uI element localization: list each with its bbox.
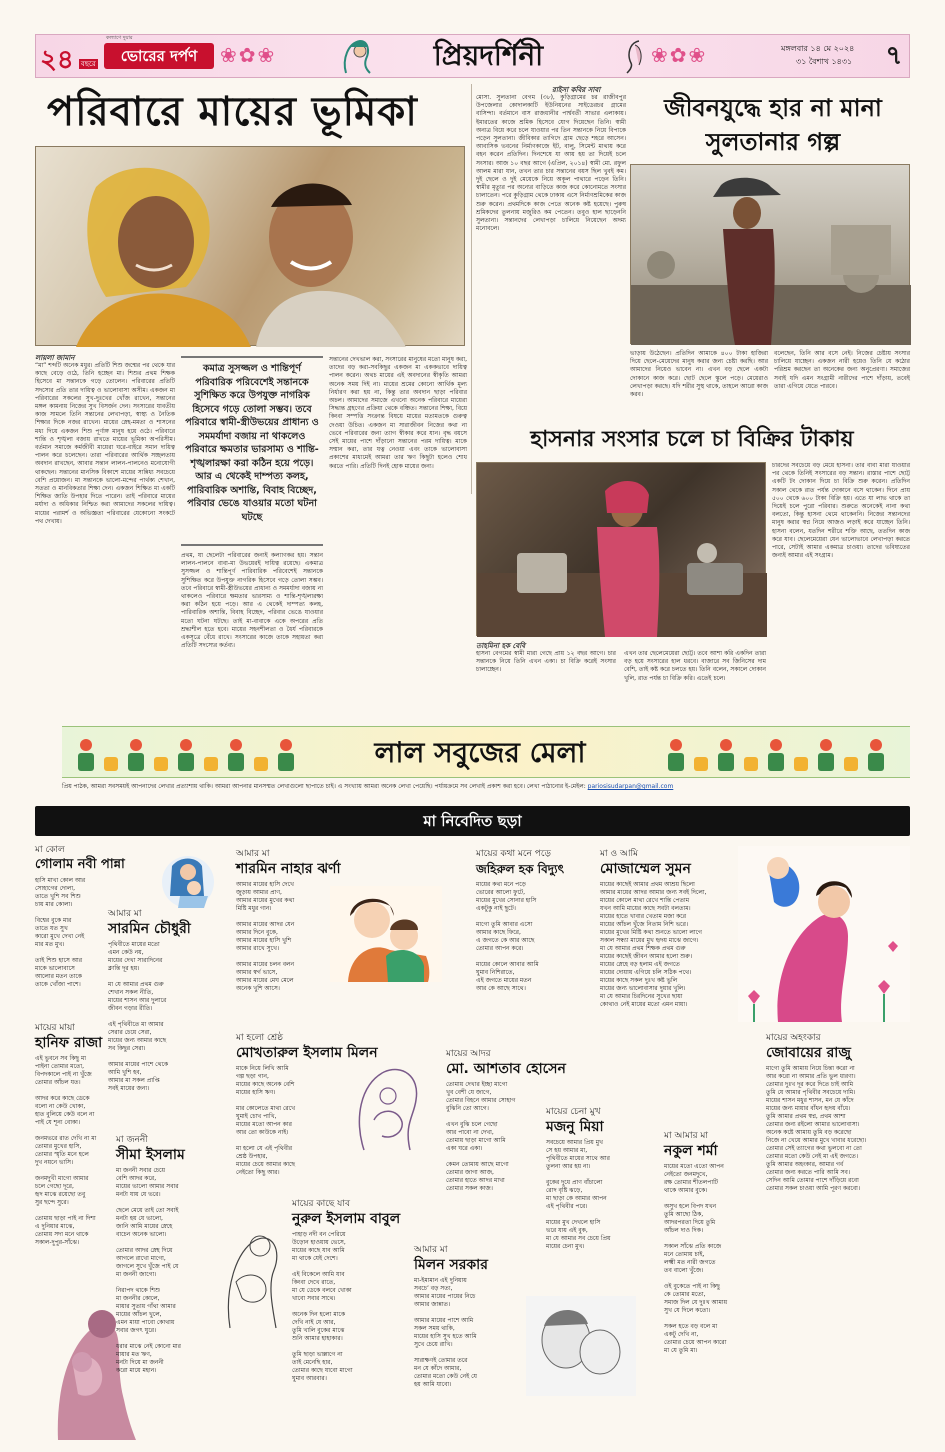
poem-card [414,1242,534,1442]
article-column-1: এখন তার ছেলেমেয়েরা ছোট্ট। তবে আশা করি একদিন তারা বড় হয়ে সংসারের হাল ধরবে। বাজারে সব জিনিসের দাম বেশি, তাই কষ্ট করে চলতে হয়। তিনি বলেন, সকালে দোকান খুলি, রাত পর্যন্ত চা বিক্রি করি। এতেই চলে। [624,650,766,682]
poem-card [766,1030,910,1444]
poem-title: আমার মা [236,849,270,859]
headline: পরিবারে মায়ের ভূমিকা [47,88,418,135]
flower-ornament-left: ❀✿❀ [220,43,277,67]
pull-quote: কমাত্র সুসজ্জল ও শান্তিপূর্ণ পরিবারিক পরিবেশেই সন্তানকে সুশিক্ষিত করে উপযুক্ত নাগরিক হিসেবে গড়ে তোলা সম্ভব। তবে পরিবারে স্বামী-স্ত্রীউভয়ের প্রাধান্য ও সমমর্যাদা বজায় না থাকলেও পরিবারে ক্ষমতার ভারসাম্য ও শান্তি-শৃঙ্খলারক্ষা করা কঠিন হয়ে পড়ে। আর এ থেকেই দাম্পত্য কলহ, পারিবারিক অশান্তি, বিবাহ বিচ্ছেদ, পরিবার ভেঙে যাওয়ার মতো ঘটনা ঘটছে [181,356,323,546]
poem-body: সবচেয়ে আমার প্রিয় মুখ সে হয় আমার মা, পৃথিবীতে মায়ের সাথে আর তুলনা আর হয় না। বুকের দুধে প্রাণ বাঁচালো রোদ বৃষ্টি ঝড়ে, মা ছাড়া কে আমার আপন এই পৃথিবীর পরে। মায়ের মুখ দেখলে হাসি ভরে যায় এই বুক, মা যে আমার সব চেয়ে প্রিয় মায়ের চেনা মুখ। [546,1139,611,1250]
paper-tagline: কল্যাণে দুয়ার [106,35,133,41]
poem-author: মো. আশতাব হোসেন [446,1061,566,1077]
poem-author: সারমিন চৌধুরী [108,921,191,937]
masthead [35,34,910,78]
poem-title: মা ও আমি [600,849,639,859]
poem-title: মা আমার মা [664,1131,708,1141]
poem-author: নুরুল ইসলাম বাবুল [292,1211,401,1227]
page-number: ৭ [885,41,903,71]
headline-line-2: সুলতানার গল্প [705,127,841,156]
submission-notice [62,782,910,792]
poem-author: মোজাম্মেল সুমন [600,861,691,877]
sultana-photo [630,164,910,344]
poem-author: জহিরুল হক বিদ্যুৎ [476,862,564,876]
poem-body: আমার মায়ের হাসি দেখে জুড়ায় আমার প্রাণ, আমার মায়ের মুখের কথা মিষ্টি মধুর গান। আমার মায়ের আদর যেন আমার দিনে বুকে, আমার মায়ের হাসি খুশি আমার রাখে সুখে। আমার মায়ের চলন বলন আমার স্বর্গ ভাসে, আমার মায়ের মেঘ মেলে অনেক খুশি আসে। [236,881,295,992]
kids-illustration-right [652,731,906,775]
poem-author: সীমা ইসলাম [116,1147,185,1163]
article-column-3: সন্তানের দেখভাল করা, সংসারের মানুষের মতো মানুষ করা, তাদের বড় করা-সবকিছুর একজন মা এককভাবে দায়িত্ব পালন করেন। অথচ মায়ের এই অবদানের স্বীকৃতি আমরা অনেক সময় দিই না। মায়ের শ্রমের কোনো আর্থিক মূল্য নির্ধারণ করা হয় না, কিন্তু তার অবদান ছাড়া পরিবার অচল। আমাদের সমাজে এখনো অনেক পরিবারে মায়েরা সিদ্ধান্ত গ্রহণের প্রক্রিয়া থেকে বঞ্চিত। সন্তানের শিক্ষা, বিয়ে কিংবা সম্পত্তি সংক্রান্ত বিষয়ে মায়ের মতামতকে গুরুত্ব দেওয়া উচিত। একজন মা সারাজীবন নিজের কথা না ভেবে পরিবারের জন্য ত্যাগ স্বীকার করে যান। বৃদ্ধ বয়সে সেই মায়ের পাশে দাঁড়ানো সন্তানের পরম দায়িত্ব। মাকে সম্মান করা, তার যত্ন নেওয়া এবং তাকে ভালোবাসা প্রকাশের মাধ্যমেই আমরা তার ঋণ কিছুটা হলেও শোধ করতে পারি। প্রতিটি দিনই হোক মায়ের জন্য। [329,356,467,470]
brand-suffix: বছরে [80,59,96,68]
mother-child-photo [35,146,465,346]
poem-title: মা কোল [35,845,65,855]
poem-card [664,1128,760,1444]
poem-body: তোমায় দেখার ইচ্ছা মাগো খুব বেশী যে জাগে, তোমার বিহনে আমার সোহাগ বুঝিনি তো আগে। এখন বুঝি চলে গেছো আর পাবো না দেখা, তোমায় ছাড়া মাগো আমি একা ঘরে একা। কেমন তোমায় আছে মাগো তোমার জাগা আজ, তোমার হাতে আদর মাখা তোমার সকল কাজ। [446,1081,516,1192]
poem-author: মোখতারুল ইসলাম মিলন [236,1045,378,1061]
article-column-2: ভাড়ায় উঠেছেন। প্রতিদিন আমাকে ৪০০ টাকা হাজিরা দিয়ে ছেলে-মেয়েদের মানুষ করার জন্য চেষ্টা করছি। আর আমাদের নিয়েও ভাবেন না। এখন বড় ছেলে একটা দোকানে কাজ করে। ছোট ছেলে স্কুলে পড়ে। মেয়েরাও লেখাপড়া করছে। যদি শরীর সুস্থ থাকে, তাহলে আরো কাজ করব। [630,350,768,399]
poem-body: এই ভুবনে সব কিছু মা পাইনা তোমার মতো, বিপদকালে পাই না খুঁজে তোমার আঁচল যত। আদর করে কাছে ডেকে বলো না কেউ খোকা, হাত বুলিয়ে কেউ বলে না পাই যে শূন্য বোকা। জনমভরে রাত দেখি না মা তোমার মুখের হাসি, তোমার স্মৃতি মনে হলে দুখ নয়নে ভাসি। জনমদুখী মাগো আমার চলে গেছো দূরে, হৃদ মাঝে রয়েছো তবু সুর ছন্দে সুরে। তোমায় ছাড়া পাই না দিশা এ দুনিয়ার মাঝে, তোমায় সদা মনে থাকে সকাল-দুপুর-সাঁঝে। [35,1055,97,1246]
article-hasna [474,418,910,734]
poem-card [476,846,600,1042]
poem-body: পৃথিবীতে মায়ের মতো এমন কেউ নয়, মায়ের দেখা সারাদিনের ক্লান্তি দূর হয়। মা যে আমার প্রথম গুরু শেখান সকল নীতি, মায়ের শাসন আর দুলারে জীবন গড়ার রীতি। এই পৃথিবীতে মা আমার সেরার চেয়ে সেরা, মায়ের জন্য আমার কাছে সব কিছুর সেরা। আমার মায়ের পাশে থেকে আমি খুশি হব, আমার মা সকল প্রাপ্তি সবই মায়ের জন্য। [108,941,169,1092]
byline: লায়লা জামান [35,354,75,362]
section-title: প্রিয়দর্শিনী [433,39,544,72]
poem-title: মায়ের কাছে যাব [292,1199,350,1209]
poem-author: মজনু মিয়া [546,1119,604,1135]
poem-title: মায়ের আদর [446,1049,491,1059]
article-mothers-role [35,84,467,734]
date-line-1: মঙ্গলবার ১৪ মে ২০২৪ [781,44,855,53]
poem-title: মায়ের মায়া [35,1023,75,1033]
poem-body: মা-ইমামান এই দুনিয়ায় সবচে’ বড় সত্য, আমার মায়ের পায়ের নিচে আমার জান্নাত। আমার মায়ের পাশে আমি সকল সময় থাকি, মায়ের হাসি সুখ হতে আমি সুখে চেয়ে রাখি। সারাক্ষণই তোমার তরে মন যে কাঁদে আমার, তোমার মতো কেউ নেই যে হয় আমি যাবো। [414,1277,477,1388]
headline: হাসনার সংসার চলে চা বিক্রির টাকায় [530,426,854,452]
poem-author: নকুল শর্মা [664,1143,718,1159]
banner [62,726,910,778]
poems-section-title: মা নিবেদিত ছড়া [423,812,522,830]
poem-title: আমার মা [414,1245,448,1255]
article-column-2: প্রথম, যা ছেলেটা পরিবারের জন্যই কল্যাণকর হয়। সন্তান লালন-পালনে বাবা-মা উভয়েরই দায়িত্ব রয়েছে। একমাত্র সুসজ্জল ও শান্তিপূর্ণ পারিবারিক পরিবেশেই সন্তানকে সুশিক্ষিত করে উপযুক্ত নাগরিক হিসেবে গড়ে তোলা সম্ভব। তবে পরিবারে স্বামী-স্ত্রীউভয়ের প্রাধান্য ও সমমর্যাদা বজায় না থাকলেও পরিবারে ক্ষমতার ভারসাম্য ও শান্তি-শৃঙ্খলারক্ষা করা কঠিন হয়ে পড়ে। আর এ থেকেই দাম্পত্য কলহ, পারিবারিক অশান্তি, বিবাহ বিচ্ছেদ, পরিবার ভেঙে যাওয়ার মতো ঘটনা ঘটছে। তাই মা-বাবাকে একে অপরের প্রতি শ্রদ্ধাশীল হতে হবে। মায়ের সহনশীলতা ও ধৈর্য পরিবারকে একসূত্রে বেঁধে রাখে। সংসারের কাজে তাকে সহায়তা করা প্রতিটি সদস্যের কর্তব্য। [181,552,323,650]
poem-title: আমার মা [108,909,142,919]
poem-body: মায়ের মতো এতো আপন নেইতো জনমদুখে, রক্ষ তোমার শীতলপাটি থাকে আমার বুকে। অসুখ হলে বিপদ যখন তুমি আছো ঠিক, আদরপরতা দিয়ে তুমি আঁচল দাও দিক। সকাল সাঁঝে প্রতি কাজে মনে তোমায় চাই, লক্ষ্মী মত নারী জগতে তব বালো খুঁজে। ওই বুকেতে পাই না কিছু কে তোমার মতো, সমাজ দিল যে দুঃখ আমায় সুখ যে দিলে কতো। সকল হতে বড় বলে মা একটু দেখি না, তোমার চেয়ে আপন কারো মা যে তুমি মা। [664,1163,728,1354]
article-column-1: মোসা. সুলতানা বেগম (৩৮), কুড়িগ্রামের চর রাজীবপুর উপজেলার কোদালকাটি ইউনিয়নের সাইডেরচর গ্রামের বাসিন্দা। বর্তমানে বাস রাজধানীর পার্শ্ববর্তী সাভার এলাকায়। ইমারতের কাজে শ্রমিক হিসেবে যোগ দিয়েছেন তিনি। স্বামী অন্যত্র বিয়ে করে চলে যাওয়ার পর তিন সন্তানকে নিয়ে বিপাকে পড়েন সুলতানা। জীবিকার তাগিদে গ্রাম ছেড়ে শহরে আসেন। আবাসিক ভবনের নির্মাণকাজে ইট, বালু, সিমেন্ট মাথায় করে বহন করেন প্রতিদিন। দিনশেষে যা আয় হয় তা দিয়েই চলে সংসার। আজ ১০ বছর আগে (এপ্রিল, ২০১৪) স্বামী মো. রফুল আলম মারা যান, তখন তার চার সন্তানের বয়স ছিল খুবই কম। দুই ছেলে ও দুই মেয়েকে নিয়ে অকূল পাথারে পড়েন তিনি। স্বামীর মৃত্যুর পর অন্যের বাড়িতে কাজ করে কোনোমতে সংসার চালাতেন। পরে কুড়িগ্রাম থেকে ঢাকায় এসে নির্মাণশ্রমিকের কাজ শুরু করেন। প্রথমদিকে কাজ পেতে অনেক কষ্ট হয়েছে। পুরুষ শ্রমিকদের তুলনায় মজুরিও কম পেতেন। তবুও হাল ছাড়েননি সুলতানা। সন্তানদের লেখাপড়া চালিয়ে নিয়েছেন অদম্য মনোবলে। [476,94,626,233]
mother-lifting-child-illustration [738,846,910,1022]
paper-name: ভোরের দর্পণ [104,43,214,69]
kids-illustration-left [66,731,316,775]
poem-body: মাগো তুমি আমায় নিয়ে চিন্তা করো না আর করো না আমার প্রতি ভুল ধারণা। তোমার দুঃখ দূর করে দিতে চাই আমি তুমি যে আমার পৃথিবীর সবচেয়ে দামি। মায়ের শাসন মধুর শাসন, মন যে কাঁদে মায়ের জন্য মায়ার বাঁধন হৃদয় বাঁধে। তুমি আমার প্রথম স্বপ্ন, প্রথম আশা তোমার জন্য রইলো আমার ভালোবাসা। অনেক কষ্টে আমায় তুমি বড় করেছো নিজে না খেয়ে আমার মুখে খাবার ধরেছো। তোমার সেই ত্যাগের কথা ভুলবো না তো তোমার মতো কেউ নেই মা এই জগতে। তুমি আমার অহংকার, আমার গর্ব তোমার জন্য করতে পারি আমি সব। সেদিন আমি তোমার পাশে দাঁড়িয়ে রবো তোমার সকল চাওয়া আমি পূরণ করবো। [766,1065,867,1192]
poems-section-header [35,806,910,836]
mother-kissing-child-sketch [526,1296,636,1396]
woman-sketch-icon [336,37,376,75]
byline: রাইসা কবির সাবা [552,86,601,94]
poem-author: গোলাম নবী পান্না [35,857,125,872]
poem-title: মায়ের কথা মনে পড়ে [476,849,551,859]
poem-title: মায়ের অহংকার [766,1033,821,1043]
poem-author: হানিফ রাজা [35,1035,103,1051]
mother-hugging-child-illustration [330,886,442,982]
tea-stall-photo [476,462,766,636]
column-divider [471,84,472,494]
poem-title: মা হলো শ্রেষ্ঠ [236,1033,284,1043]
poem-author: মিলন সরকার [414,1257,488,1273]
brand-number: ২৪ [40,45,74,75]
submission-email-link[interactable]: pariosisudarpan@gmail.com [587,783,674,790]
poem-body: মায়ের কাছেই আমার প্রথম আশ্রয় ছিলো আমার মায়ের আদর আমার জন্য সবই দিলো, মায়ের কোলে মাথা রেখে শান্তি পেতাম যখন আমি মায়ের কাছে সবটা বলতাম। মায়ের হাতে খাবার খেতাম মজা করে মায়ের আঁচল খুঁজে নিতাম নিশি ভরে। মায়ের মুখের মিষ্টি কথা শুনতে ভালো লাগে সকাল সন্ধ্যা মায়ের মুখ হৃদয় মাঝে জাগে। মা যে আমার প্রথম শিক্ষক প্রথম গুরু মায়ের কাছেই জীবন আমার হলো শুরু। মায়ের স্নেহে বড় হলাম এই জগতে মায়ের দোয়ায় এগিয়ে চলি সঠিক পথে। মায়ের কাছে সকল দুঃখ কষ্ট ভুলি মায়ের জন্য ভালোবাসার দুয়ার খুলি। মা যে আমার চিরদিনের সুখের ছায়া কোথাও নেই মায়ের মতো এমন মায়া। [600,881,707,1008]
poem-body: হাসি মাখা কোল আর সোহাগের দোলা, তাতে খুশি সব শিশু চায় মার কোলা। বিশ্বের বুকে মার তাতে যত সুখ কারো মুখে দেখা নেই মার মত মুখ। তাই শিশু হাসে আর মাকে ভালোবাসে আলোর মতন তাকে তাকে খোঁজা পাশে। [35,877,86,988]
poem-card [108,906,228,1092]
headline-line-1: জীবনযুদ্ধে হার না মানা [664,93,882,122]
poem-body: মা জননী সবার চেয়ে বেশি আদর করে, মায়ের ভালো আমার সবার মনটা যায় যে ভরে। ছেলে মেয়ে তাই তো সবাই মনটা হয় যে ভালো, জানি আমি মায়ের স্নেহে বাচেন অনেক ভালো। তোমার আদর স্নেহ দিয়ে আগলে রাখো মাগো, জাগলে সুখে খুঁজে পাই যে মা জননী জাগো। নিরাপদ থাকে শিশু মা জননীর কোলে, মায়ার সুতায় গাঁথা আমার মায়ের আঁচল খুলে, এমন মায়া পাবো কোথায় সবার জগৎ ঘুরে। ধরার মাঝে নেই কোনো মার মায়ার মত ঋণ, মনটা দিয়ে মা জননী করো মায়ে মহান। [116,1167,181,1374]
photo-caption: হাসনা বেগমের স্বামী মারা গেছে প্রায় ১২ বছর আগে। চার সন্তানকে নিয়ে তিনি এখন একা। চা বিক্রি করেই সংসার চালাচ্ছেন। [476,650,616,674]
notice-text: প্রিয় পাঠক, আমরা সবসময়ই আপনাদের লেখার প্রত্যাশায় থাকি। আমরা আপনার মানসম্মত লেখাগুলো ছাপাতে চাই। এ সংখ্যায় আমরা অনেক লেখা পেয়েছি। পর্যায়ক্রমে সব লেখাই প্রকাশ করা হবে। লেখা পাঠানোর ই-মেইল: [62,783,586,790]
poem-body: পাহাড় নদী বন পেরিয়ে উড়োন হাওয়ায় ভেসে, মায়ের কাছে যাব আমি মা থাকে যেই দেশে। এই বিকেলে আমি যাব কিংবা দেখে রাতে, মা যে ডেকে বলবে খোকা খাবো সবার সাথে। অনেক দিন হলো মাকে দেখি নাই যে আর, তুমি খালি বুকের মাঝে শুনি আমার হাহাকার। তুমি ছাড়া ভাল্লাগে না তাই মেনেছি হার, তোমার কাছে যাবো মাগো ঘুমাব আরবার। [292,1231,353,1382]
poem-body: মাকে নিয়ে লিখি আমি গল্প ছড়া গান, মায়ের কাছে অনেক বেশি মায়ের হাসি ঋণ। মার কোলেতে মাথা রেখে ঘুমাই চোখ পাখি, মায়ের মতো আপন কার আর তো কাউকে নাই। মা হলো যে এই পৃথিবীর শ্রেষ্ঠ উপহার, মায়ের চেয়ে আমার কাছে নেইতো কিছু আর। [236,1065,296,1176]
woman-profile-icon [621,39,647,73]
banner-title: লাল সবুজের মেলা [374,736,586,769]
flower-ornament-right: ❀✿❀ [651,43,708,67]
article-column-2: চারদের সবচেয়ে বড় মেয়ে হাসনা। তার বাবা মারা যাওয়ার পর থেকে তিনিই সংসারের বড় সন্তান। রাস্তার পাশে ছোট্ট একটি টং দোকান দিয়ে চা বিক্রি শুরু করেন। প্রতিদিন সকাল থেকে রাত পর্যন্ত দোকানে বসে থাকেন। দিনে প্রায় ৫০০ থেকে ৬০০ টাকা বিক্রি হয়। এতে যা লাভ থাকে তা দিয়েই চলে পুরো পরিবার। শুরুতে অনেকেই নানা কথা বলতো, কিন্তু হাসনা থেমে থাকেননি। নিজের সন্তানদের মানুষ করার স্বপ্ন নিয়ে আজও লড়াই করে যাচ্ছেন তিনি। হাসনা বলেন, যতদিন শরীরে শক্তি আছে, ততদিন কাজ করে যাব। ছেলেমেয়েরা যেন ভালোভাবে লেখাপড়া করতে পারে, সেটাই আমার একমাত্র চাওয়া। তাদের ভবিষ্যতের জন্যই আমার এই সংগ্রাম। [772,462,910,560]
poem-body: মায়ের কথা মনে পড়ে ভোরের আলো ফুটে, মায়ের মুখের সোনার হাসি একটুকু নাই ছুটে। মাগো তুমি আবার এসো আমার কাছে ফিরে, এ জগতে কে আর আছে তোমার আপন করে। মায়ের কোলে আবার আমি ঘুমাব নিশিরাতে, এই জগতে মায়ের মতন আর কে আছে সাথে। [476,881,539,992]
mother-baby-illustration [150,852,230,912]
poem-title: মা জননী [116,1135,148,1145]
poem-author: জোবায়ের রাজু [766,1045,851,1061]
article-column-1: “মা” শব্দটি অনেক মধুর। প্রতিটি শিশু জন্মের পর থেকে যার কাছে বেড়ে ওঠে, তিনি হচ্ছেন মা। শিশুর প্রথম শিক্ষক হিসেবে মা সন্তানকে গড়ে তোলেন। পরিবারের প্রতিটি সদস্যের প্রতি তার দায়িত্ব ও ভালোবাসা অসীম। একজন মা পরিবারের সকলের সুখ-দুঃখের খোঁজ রাখেন, সন্তানের মঙ্গল কামনায় নিজের সুখ বিসর্জন দেন। সংসারের যাবতীয় কাজ সামলে তিনি সন্তানের লেখাপড়া, স্বাস্থ্য ও নৈতিক শিক্ষার দিকে নজর রাখেন। মায়ের স্নেহ-মমতা ও শাসনের মধ্য দিয়ে একজন শিশু পূর্ণাঙ্গ মানুষ হয়ে ওঠে। পরিবারে শান্তি ও শৃঙ্খলা বজায় রাখতে মায়ের ভূমিকা অপরিসীম। বর্তমান সমাজে কর্মজীবী মায়েরা ঘরে-বাইরে সমান দায়িত্ব পালন করে চলেছেন। তারা পরিবারের আর্থিক সচ্ছলতায় অবদান রাখছেন, আবার সন্তান লালন-পালনেও মনোযোগী থাকছেন। সন্তানের মানসিক বিকাশে মায়ের সান্নিধ্য সবচেয়ে বেশি প্রয়োজন। মা সন্তানকে ভালো-মন্দের পার্থক্য শেখান, সততা ও মানবিকতার শিক্ষা দেন। একজন শিক্ষিত মা একটি শিক্ষিত জাতি উপহার দিতে পারেন। তাই পরিবারে মায়ের মর্যাদা ও অধিকার নিশ্চিত করা আমাদের সকলের দায়িত্ব। মায়ের পরামর্শ ও অভিজ্ঞতা পরিবারের যেকোনো সংকটে পথ দেখায়। [35,362,175,525]
article-column-3: বলেছেন, তিনি আর বসে নেই। নিজের চেষ্টায় সংসার চালিয়ে যাচ্ছেন। একজন নারী হয়েও তিনি যে কঠোর পরিশ্রম করছেন তা অনেকের জন্য অনুপ্রেরণা। সমাজের সবাই যদি এমন সংগ্রামী নারীদের পাশে দাঁড়ায়, তবেই তারা এগিয়ে যেতে পারবে। [774,350,910,390]
article-sultana [474,84,910,414]
poem-card [292,1196,422,1446]
byline: তাহমিনা হক বেবি [476,642,526,650]
poem-author: শারমিন নাহার ঝর্ণা [236,861,341,877]
mother-holding-baby-sketch [212,1220,292,1330]
date-line-2: ৩১ বৈশাখ ১৪৩১ [796,57,853,66]
poem-title: মায়ের চেনা মুখ [546,1107,601,1117]
mother-line-art-illustration [344,1060,434,1156]
brand-badge [40,39,100,73]
